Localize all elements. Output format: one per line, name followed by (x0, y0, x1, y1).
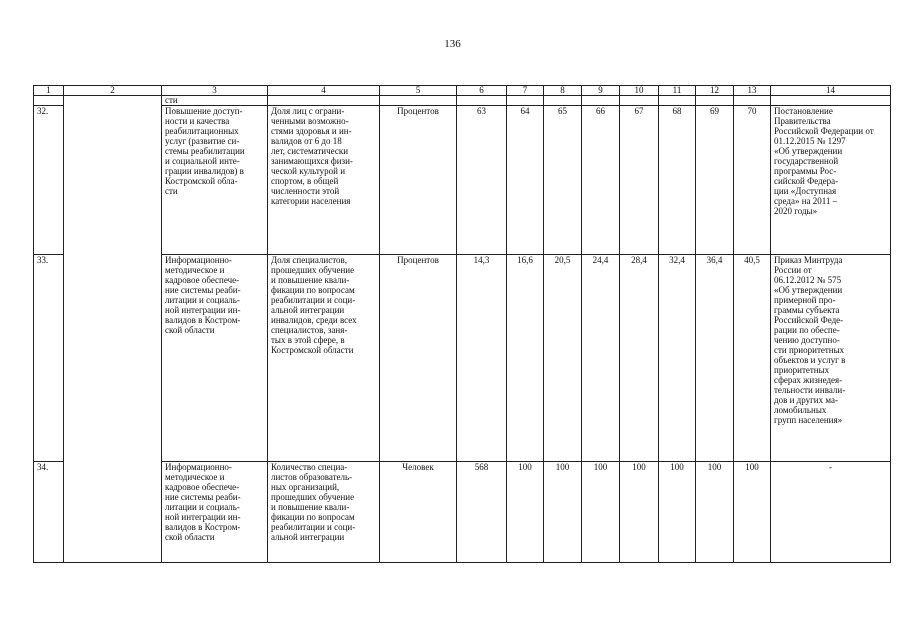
value-cell: 32,4 (659, 255, 696, 462)
measure-description: Доля лиц с ограни- ченными возможно- стями здоровья и ин- валидов от 6 до 18 лет, систематически занимающихся физи- ческой культурой и спортом, в общей численности этой категории населения (268, 106, 380, 255)
table-row (34, 462, 891, 563)
row-number: 32. (34, 106, 64, 255)
column-header: 14 (771, 86, 891, 96)
measure-description: Доля специалистов, прошедших обучение и повышение квали- фикации по вопросам реабилитации и соци- альной интеграции инвалидов, среди всех специалистов, заня- тых в этой сфере, в Костромской области (268, 255, 380, 462)
column-header: 4 (268, 86, 380, 96)
value-cell: 100 (582, 462, 620, 563)
measure-description: Количество специа- листов образователь- ных организаций, прошедших обучение и повышение квали- фикации по вопросам реабилитации и соци- альной интеграции (268, 462, 380, 563)
unit-cell: Человек (380, 462, 457, 563)
value-cell: 65 (544, 106, 582, 255)
page-number: 136 (444, 38, 461, 50)
column-header: 10 (620, 86, 659, 96)
column-header: 11 (659, 86, 696, 96)
value-cell: 40,5 (734, 255, 771, 462)
table-row (34, 106, 891, 255)
indicator-name: Информационно- методическое и кадровое обеспече- ние системы реаби- литации и социаль- ной интеграции ин- валидов в Костром- ской области (162, 462, 268, 563)
value-cell: 66 (582, 106, 620, 255)
value-cell: 100 (659, 462, 696, 563)
unit-cell: Процентов (380, 106, 457, 255)
value-cell: 568 (457, 462, 507, 563)
row-number: 33. (34, 255, 64, 462)
value-cell: 70 (734, 106, 771, 255)
value-cell: 24,4 (582, 255, 620, 462)
continuation-text: сти (162, 96, 268, 106)
column-number-row (34, 86, 891, 96)
column-header: 5 (380, 86, 457, 96)
cell-empty (380, 96, 457, 106)
cell-empty (582, 96, 620, 106)
indicator-name: Информационно- методическое и кадровое обеспече- ние системы реаби- литации и социаль- ной интеграции ин- валидов в Костром- ской области (162, 255, 268, 462)
value-cell: 100 (734, 462, 771, 563)
column-header: 2 (64, 86, 162, 96)
cell-empty (34, 96, 64, 106)
value-cell: 67 (620, 106, 659, 255)
column-header: 6 (457, 86, 507, 96)
indicators-table (33, 85, 891, 563)
cell-empty (771, 96, 891, 106)
source-document: Приказ Минтруда России от 06.12.2012 № 575 «Об утверждении примерной про- граммы субъекта Российской Феде- рации по обеспе- чению доступно- сти приоритетных объектов и услуг в приоритетных сферах жизнедея- тельности инвали- дов и других ма- ломобильных групп населения» (771, 255, 891, 462)
column-header: 9 (582, 86, 620, 96)
cell-empty (268, 96, 380, 106)
column-header: 13 (734, 86, 771, 96)
cell-empty (544, 96, 582, 106)
column-header: 7 (507, 86, 544, 96)
cell-empty (457, 96, 507, 106)
unit-cell: Процентов (380, 255, 457, 462)
source-document: Постановление Правительства Российской Федерации от 01.12.2015 № 1297 «Об утверждении государственной программы Рос- сийской Федера- ции «Доступная среда» на 2011 – 2020 годы» (771, 106, 891, 255)
cell-empty (734, 96, 771, 106)
column-header: 8 (544, 86, 582, 96)
cell-empty (659, 96, 696, 106)
value-cell: 100 (620, 462, 659, 563)
value-cell: 63 (457, 106, 507, 255)
value-cell: 100 (544, 462, 582, 563)
column-header: 12 (696, 86, 734, 96)
cell-empty (696, 96, 734, 106)
value-cell: 16,6 (507, 255, 544, 462)
cell-empty (507, 96, 544, 106)
row-number: 34. (34, 462, 64, 563)
source-document: - (771, 462, 891, 563)
value-cell: 69 (696, 106, 734, 255)
column-header: 3 (162, 86, 268, 96)
value-cell: 28,4 (620, 255, 659, 462)
value-cell: 14,3 (457, 255, 507, 462)
value-cell: 68 (659, 106, 696, 255)
column-header: 1 (34, 86, 64, 96)
value-cell: 100 (696, 462, 734, 563)
value-cell: 20,5 (544, 255, 582, 462)
cell-empty (64, 96, 162, 563)
value-cell: 64 (507, 106, 544, 255)
value-cell: 36,4 (696, 255, 734, 462)
continuation-row (34, 96, 891, 106)
value-cell: 100 (507, 462, 544, 563)
cell-empty (620, 96, 659, 106)
indicator-name: Повышение доступ- ности и качества реабилитационных услуг (развитие си- стемы реабилитации и социальной инте- грации инвалидов) в Костромской обла- сти (162, 106, 268, 255)
table-row (34, 255, 891, 462)
